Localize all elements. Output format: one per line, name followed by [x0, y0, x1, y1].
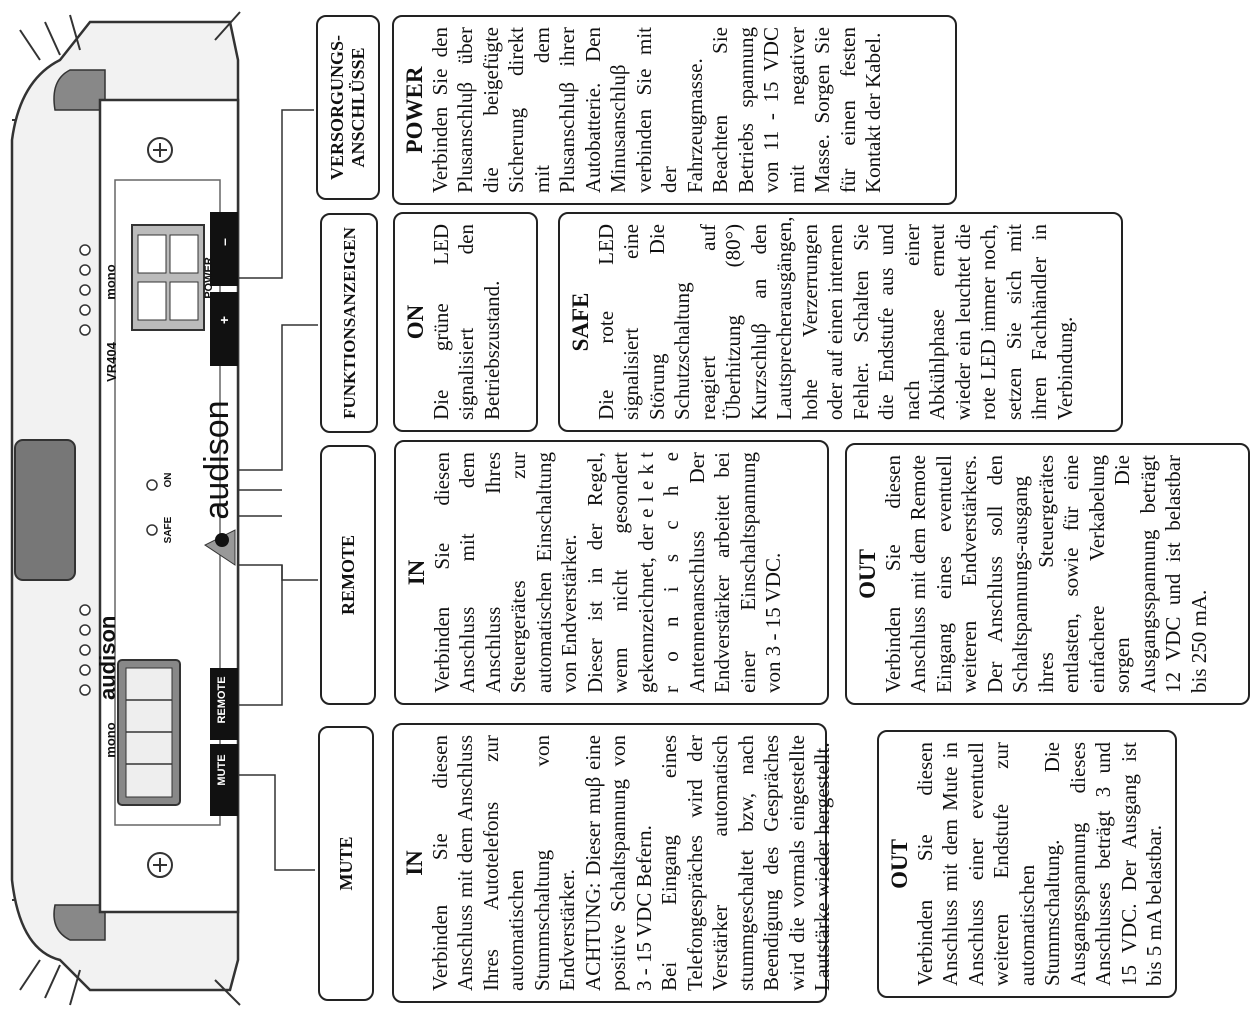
mute-in-text2: ACHTUNG: Dieser muβ eine positive Schaltspannung von 3 - 15 VDC Befern.: [580, 735, 656, 991]
on-text: Die grüne LED signalisiert den Betriebszustand.: [428, 224, 504, 420]
remote-in-text2: Dieser ist in der Regel, wenn nicht gesondert gekennzeichnet, der e l e k t r o n i s c h e Antennenanschluss Der Endverstärker arbeitet bei einer Einschaltspannung von 3 - 15 VDC.: [582, 452, 785, 693]
mono-label-bottom: mono: [103, 722, 118, 758]
title-versorgung-line2: ANSCHLÜSSE: [348, 47, 368, 168]
on-textbox: [393, 212, 538, 432]
mute-in-text3: Bei Eingang eines Telefongespräches wird der Verstärker automatisch stummgeschaltet bzw, nach Beendigung des Gespräches wird die vormals eingestellte Lautstärke wieder hergestellt.: [657, 735, 834, 991]
remote-terminal-label: REMOTE: [216, 676, 228, 724]
power-text: Verbinden Sie den Plusanschluβ über die beigefügte Sicherung direkt mit dem Plusanschluβ ihrer Autobatterie. Den Minusanschluβ verbinden Sie mit der Fahrzeugmasse. Beachten Sie Betriebs spannung von 11 - 15 VDC mit negativer Masse. Sorgen Sie für einen festen Kontakt der Kabel.: [427, 27, 885, 193]
minus-label: –: [216, 238, 232, 246]
leader-lines: [238, 110, 318, 870]
title-mute: [318, 726, 374, 1001]
mute-out-heading: OUT: [887, 839, 912, 889]
remote-in-text1: Verbinden Sie diesen Anschluss mit dem Anschluss Ihres Steuergerätes zur automatischen Einschaltung von Endverstärker.: [429, 452, 581, 693]
title-remote: [320, 445, 376, 705]
remote-out-heading: OUT: [855, 549, 880, 599]
mute-out-text: Verbinden Sie diesen Anschluss mit dem Mute in Anschluss einer eventuell weiteren Endstufe zur automatischen Stummschaltung. Die Ausgangsspannung dieses Anschlusses beträgt 3 und 15 VDC. Der Ausgang ist bis 5 mA belastbar.: [912, 742, 1166, 986]
title-remote-text: REMOTE: [337, 535, 358, 616]
mute-out-textbox: [877, 730, 1177, 998]
on-led-label: ON: [163, 472, 174, 488]
title-mute-text: MUTE: [335, 836, 356, 891]
amplifier-drawing: [0, 0, 320, 1012]
power-textbox: [392, 15, 957, 205]
title-funktion-text: FUNKTIONSANZEIGEN: [339, 227, 359, 419]
title-versorgung: [316, 15, 380, 200]
mute-in-text1: Verbinden Sie diesen Anschluss mit dem Anschluss Ihres Autotelefons zur automatischen Stummschaltung von Endverstärker.: [427, 735, 579, 991]
remote-out-textbox: [845, 443, 1250, 705]
mute-terminal-label: MUTE: [216, 754, 228, 786]
safe-led-label: SAFE: [163, 516, 174, 544]
remote-in-textbox: [394, 440, 829, 705]
power-label: POWER: [203, 257, 215, 299]
remote-out-text: Verbinden Sie diesen Anschluss mit dem Remote Eingang eines eventuell weiteren Endverstärkers. Der Anschluss soll den Schaltspannungs-ausgang ihres Steuergerätes entlasten, sowie für eine einfachere Verkabelung sorgen Die Ausgangsspannung beträgt 12 VDC und ist belastbar bis 250 mA.: [880, 455, 1211, 693]
on-heading: ON: [403, 304, 428, 340]
remote-in-heading: IN: [404, 559, 429, 586]
power-heading: POWER: [402, 66, 427, 154]
title-funktion: [320, 213, 378, 433]
safe-heading: SAFE: [568, 292, 593, 352]
mute-in-textbox: [392, 723, 834, 1003]
mute-in-heading: IN: [402, 850, 427, 876]
mono-label-top: mono: [103, 264, 118, 300]
brand-logo-main: audison: [198, 400, 236, 520]
safe-text: Die rote LED signalisiert eine Störung Die Schutzschaltung reagiert auf Überhitzung (80°) Kurzschluβ an den Lautsprecherausgängen, hohe Verzerrungen oder auf einen internen Fehler. Schalten Sie die Endstufe aus und nach einer Abkühlphase erneut wieder ein leuchtet die rote LED immer noch, setzen Sie sich mit ihren Fachhändler in Verbindung.: [593, 216, 1077, 420]
plus-label: +: [216, 315, 232, 325]
title-versorgung-line1: VERSORGUNGS-: [327, 34, 347, 181]
brand-logo-small: audison: [95, 615, 120, 700]
safe-textbox: [558, 212, 1123, 432]
model-label: VR404: [104, 342, 119, 382]
